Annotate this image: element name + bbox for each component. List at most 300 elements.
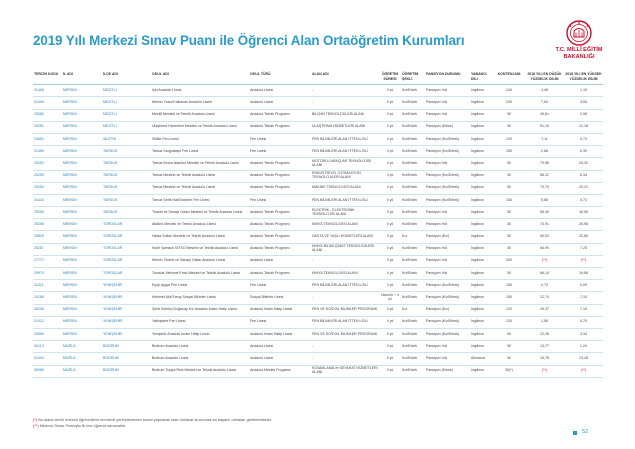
cell-school: Atatürk Mesleki ve Teknik Anadolu Lisesi: [151, 219, 249, 231]
cell-min: 79,96: [525, 158, 564, 170]
cell-type: Fen Lisesi: [249, 146, 311, 158]
cell-field: FEN BİLİMLERİ ALAN İTTEN LİSLİ: [311, 280, 379, 292]
table-header-row: [33, 72, 603, 85]
cell-quota: 240: [493, 85, 525, 97]
cell-district: YENİŞEHİR: [102, 328, 151, 340]
cell-form: Kız/Erkek: [401, 365, 425, 377]
cell-district: TOROSLAR: [102, 255, 151, 267]
cell-quota: 30: [493, 268, 525, 280]
cell-dorm: Pansiyon Yok: [425, 219, 470, 231]
cell-field: -: [311, 85, 379, 97]
cell-school: Tarsus Mesleki ve Teknik Anadolu Lisesi: [151, 182, 249, 194]
cell-school: Eyüp Aygar Fen Lisesi: [151, 280, 249, 292]
cell-lang: İngilizce: [470, 109, 493, 121]
cell-max: 0,74: [564, 316, 603, 328]
table-row: [33, 219, 603, 231]
cell-code: 27777: [33, 255, 62, 267]
cell-school: Mersin Ticaret ve Sanayi Odası Anadolu Lisesi: [151, 255, 249, 267]
cell-duration: 4 yıl: [379, 280, 401, 292]
cell-duration: 4 yıl: [379, 243, 401, 255]
cell-city: MERSİN: [62, 255, 102, 267]
cell-quota: 30: [493, 231, 525, 243]
cell-duration: 4 yıl: [379, 194, 401, 206]
cell-school: İçel Anadolu Lisesi: [151, 85, 249, 97]
cell-district: TOROSLAR: [102, 231, 151, 243]
cell-duration: 4 yıl: [379, 231, 401, 243]
cell-lang: İngilizce: [470, 268, 493, 280]
cell-code: 25252: [33, 158, 62, 170]
cell-school: Bodrum Turgut Reis Mesleki ve Teknik Anadolu Lisesi: [151, 365, 249, 377]
cell-min: 1,58: [525, 316, 564, 328]
table-row: [33, 194, 603, 206]
school-table-container: [33, 72, 603, 378]
cell-duration: 4 yıl: [379, 365, 401, 377]
cell-district: MEZİTLİ: [102, 85, 151, 97]
cell-dorm: Pansiyon (Kız/Erkek): [425, 280, 470, 292]
table-row: [33, 243, 603, 255]
cell-form: Kız: [401, 231, 425, 243]
cell-type: Anadolu Teknik Programı: [249, 231, 311, 243]
cell-min: 12,36: [525, 328, 564, 340]
cell-lang: İngilizce: [470, 182, 493, 194]
cell-school: Tarsus Borsa İstanbul Mesleki ve Teknik Anadolu Lisesi: [151, 158, 249, 170]
column-header-city: İL ADI: [62, 72, 102, 85]
cell-dorm: Pansiyon Yok: [425, 158, 470, 170]
cell-city: MUĞLA: [62, 341, 102, 353]
cell-form: Kız/Erkek: [401, 292, 425, 304]
cell-district: TARSUS: [102, 207, 151, 219]
cell-field: BİLİŞİM TEKNOLOJİLERİ ALANI: [311, 109, 379, 121]
cell-min: 66,14: [525, 268, 564, 280]
cell-duration: 4 yıl: [379, 304, 401, 316]
cell-dorm: Pansiyon Yok: [425, 243, 470, 255]
cell-city: MERSİN: [62, 219, 102, 231]
cell-city: MERSİN: [62, 109, 102, 121]
table-row: [33, 353, 603, 365]
cell-school: Ticaret ve Sanayi Odası Mesleki ve Teknik Anadolu Lisesi: [151, 207, 249, 219]
cell-dorm: Pansiyon (Kız/Erkek): [425, 316, 470, 328]
cell-field: MOTORLU ARAÇLAR TEKNOLOJİSİ ALANI: [311, 158, 379, 170]
cell-max: 13,28: [564, 353, 603, 365]
cell-dorm: Pansiyon Yok: [425, 97, 470, 109]
cell-form: Kız/Erkek: [401, 219, 425, 231]
cell-type: Anadolu Teknik Programı: [249, 121, 311, 133]
cell-code: 25970: [33, 268, 62, 280]
cell-min: 0,73: [525, 280, 564, 292]
cell-code: 35989: [33, 365, 62, 377]
cell-max: 1,24: [564, 341, 603, 353]
cell-school: Mehmet Akif Ersoy Sosyal Bilimler Lisesi: [151, 292, 249, 304]
column-header-dorm: PANSİYON DURUMU: [425, 72, 470, 85]
cell-min: 50,52: [525, 231, 564, 243]
cell-max: (**): [564, 365, 603, 377]
cell-max: 26,98: [564, 219, 603, 231]
cell-code: 25257: [33, 243, 62, 255]
cell-district: BODRUM: [102, 365, 151, 377]
cell-city: MERSİN: [62, 243, 102, 255]
cell-school: Tarsus Mesleki ve Teknik Anadolu Lisesi: [151, 170, 249, 182]
cell-district: TARSUS: [102, 146, 151, 158]
cell-code: 25255: [33, 207, 62, 219]
cell-min: 51,15: [525, 121, 564, 133]
cell-field: FEN BİLİMLERİ ALAN İTTEN LİSLİ: [311, 316, 379, 328]
cell-code: 25825: [33, 231, 62, 243]
cell-school: Hafsa Sultan Mesleki ve Teknik Anadolu Lisesi: [151, 231, 249, 243]
cell-school: Bodrum Anadolu Lisesi: [151, 341, 249, 353]
cell-city: MERSİN: [62, 304, 102, 316]
cell-type: Sosyal Bilimler Lisesi: [249, 292, 311, 304]
cell-form: Kız/Erkek: [401, 243, 425, 255]
column-header-code: TERCİH KODU: [33, 72, 62, 85]
table-row: [33, 304, 603, 316]
cell-min: 7,63: [525, 97, 564, 109]
cell-duration: 4 yıl: [379, 182, 401, 194]
cell-school: Silifke Fen Lisesi: [151, 133, 249, 145]
column-header-quota: KONTENJANI: [493, 72, 525, 85]
cell-duration: Hazırlık + 4 yıl: [379, 292, 401, 304]
cell-field: -: [311, 255, 379, 267]
cell-lang: İngilizce: [470, 280, 493, 292]
cell-form: Kız/Erkek: [401, 158, 425, 170]
logo-line-2: BAKANLIĞI: [563, 54, 595, 61]
cell-quota: 30: [493, 158, 525, 170]
cell-quota: 90: [493, 328, 525, 340]
cell-type: Anadolu Teknik Programı: [249, 109, 311, 121]
school-table: [33, 72, 603, 378]
cell-district: YENİŞEHİR: [102, 304, 151, 316]
cell-code: 25253: [33, 170, 62, 182]
cell-min: 26,37: [525, 304, 564, 316]
cell-dorm: Pansiyon (Kız/Erkek): [425, 292, 470, 304]
cell-field: KONAKLAMA ve SEYAHAT HİZMETLERİ ALANI: [311, 365, 379, 377]
cell-code: 31411: [33, 280, 62, 292]
cell-field: MAKİNE TEKNOLOJİSİ ALANI: [311, 182, 379, 194]
cell-code: 25251: [33, 121, 62, 133]
cell-district: MEZİTLİ: [102, 109, 151, 121]
footnote-1-mark: (*): [33, 417, 38, 422]
cell-code: 31410: [33, 194, 62, 206]
cell-field: -: [311, 292, 379, 304]
cell-duration: 4 yıl: [379, 207, 401, 219]
cell-code: 31404: [33, 353, 62, 365]
cell-max: 3,08: [564, 97, 603, 109]
cell-city: MERSİN: [62, 292, 102, 304]
table-row: [33, 182, 603, 194]
cell-form: Kız/Erkek: [401, 316, 425, 328]
table-row: [33, 121, 603, 133]
cell-min: 74,91: [525, 219, 564, 231]
cell-code: 24165: [33, 292, 62, 304]
cell-form: Kız/Erkek: [401, 182, 425, 194]
cell-lang: İngilizce: [470, 231, 493, 243]
cell-duration: 4 yıl: [379, 353, 401, 365]
cell-dorm: Pansiyon (Kız/Erkek): [425, 182, 470, 194]
cell-dorm: Pansiyon (Kız): [425, 304, 470, 316]
column-header-max: 2018 YILI EN YÜKSEK YÜZDELİK DİLİM: [564, 72, 603, 85]
cell-max: 0,72: [564, 194, 603, 206]
cell-type: Anadolu Teknik Programı: [249, 182, 311, 194]
cell-max: 7,10: [564, 292, 603, 304]
cell-lang: İngilizce: [470, 255, 493, 267]
cell-quota: 120: [493, 133, 525, 145]
cell-school: Mezitli Mesleki ve Teknik Anadolu Lisesi: [151, 109, 249, 121]
cell-min: 5,65: [525, 194, 564, 206]
cell-duration: 4 yıl: [379, 255, 401, 267]
cell-city: MERSİN: [62, 182, 102, 194]
cell-type: Anadolu Lisesi: [249, 341, 311, 353]
cell-max: (**): [564, 255, 603, 267]
footnotes: [33, 417, 272, 429]
cell-dorm: Pansiyon (Erkek): [425, 121, 470, 133]
cell-field: -: [311, 97, 379, 109]
table-body: [33, 85, 603, 378]
cell-code: 24652: [33, 133, 62, 145]
cell-field: FEN BİLİMLERİ ALAN İTTEN LİSLİ: [311, 146, 379, 158]
cell-code: 25250: [33, 109, 62, 121]
footnote-2-mark: (**): [33, 423, 39, 428]
cell-duration: 4 yıl: [379, 268, 401, 280]
table-row: [33, 158, 603, 170]
cell-dorm: Pansiyon Yok: [425, 341, 470, 353]
cell-form: Kız/Erkek: [401, 328, 425, 340]
cell-field: FEN BİLİMLERİ ALAN İTTEN LİSLİ: [311, 133, 379, 145]
cell-min: 2,66: [525, 146, 564, 158]
cell-city: MERSİN: [62, 268, 102, 280]
cell-min: 4,48: [525, 85, 564, 97]
cell-code: 25559: [33, 328, 62, 340]
cell-type: Anadolu İmam Hatip Lisesi: [249, 328, 311, 340]
cell-city: MERSİN: [62, 280, 102, 292]
cell-city: MERSİN: [62, 146, 102, 158]
cell-city: MERSİN: [62, 133, 102, 145]
cell-type: Anadolu Lisesi: [249, 255, 311, 267]
cell-dorm: Pansiyon (Kız/Erkek): [425, 194, 470, 206]
column-header-duration: ÖĞRETİM SÜRESİ: [379, 72, 401, 85]
cell-duration: 4 yıl: [379, 97, 401, 109]
cell-min: 13,77: [525, 341, 564, 353]
cell-quota: 30: [493, 353, 525, 365]
ministry-logo: [545, 20, 613, 64]
cell-district: BODRUM: [102, 341, 151, 353]
cell-code: 31408: [33, 85, 62, 97]
ministry-emblem-icon: [565, 20, 593, 46]
cell-dorm: Pansiyon (Kız/Erkek): [425, 146, 470, 158]
cell-code: 31409: [33, 97, 62, 109]
cell-duration: 4 yıl: [379, 85, 401, 97]
cell-district: TOROSLAR: [102, 243, 151, 255]
cell-duration: 4 yıl: [379, 316, 401, 328]
cell-district: MEZİTLİ: [102, 97, 151, 109]
cell-district: BODRUM: [102, 353, 151, 365]
table-row: [33, 268, 603, 280]
column-header-district: İLÇE ADI: [102, 72, 151, 85]
footnote-1-text: Bu alana tercih edecek öğrencilerin mevsimli yerleştirmeden sonra yapılacak olan mülakat sınavında da başarılı olmaları gerekmektedir.: [38, 417, 272, 422]
cell-quota: 150: [493, 146, 525, 158]
cell-school: Bodrum Anadolu Lisesi: [151, 353, 249, 365]
column-header-min: 2018 YILI EN DÜŞÜK YÜZDELİK DİLİM: [525, 72, 564, 85]
cell-school: Yenişehir Anadolu İmam Hatip Lisesi: [151, 328, 249, 340]
cell-max: 7,25: [564, 243, 603, 255]
cell-duration: 4 yıl: [379, 158, 401, 170]
cell-district: TARSUS: [102, 194, 151, 206]
cell-quota: 30: [493, 182, 525, 194]
cell-type: Fen Lisesi: [249, 194, 311, 206]
cell-lang: İngilizce: [470, 243, 493, 255]
cell-lang: İngilizce: [470, 304, 493, 316]
cell-type: Anadolu Teknik Programı: [249, 219, 311, 231]
cell-district: YENİŞEHİR: [102, 292, 151, 304]
cell-quota: 30: [493, 121, 525, 133]
cell-district: YENİŞEHİR: [102, 280, 151, 292]
cell-form: Kız/Erkek: [401, 255, 425, 267]
cell-quota: 150: [493, 194, 525, 206]
cell-quota: 30: [493, 109, 525, 121]
cell-min: 7,11: [525, 133, 564, 145]
column-header-school: OKUL ADI: [151, 72, 249, 85]
table-row: [33, 328, 603, 340]
cell-form: Kız/Erkek: [401, 121, 425, 133]
table-row: [33, 133, 603, 145]
cell-type: Anadolu Teknik Programı: [249, 243, 311, 255]
column-header-lang: YABANCI DİLİ: [470, 72, 493, 85]
cell-max: 16,96: [564, 207, 603, 219]
table-row: [33, 316, 603, 328]
cell-max: 3,34: [564, 328, 603, 340]
cell-city: MERSİN: [62, 316, 102, 328]
cell-max: 20,21: [564, 182, 603, 194]
footnote-2-text: Merkezi Sınav Puanıyla ilk kez öğrenci alınacaktır.: [39, 423, 127, 428]
cell-code: 31412: [33, 316, 62, 328]
cell-type: Anadolu İmam Hatip Lisesi: [249, 304, 311, 316]
cell-max: 0,09: [564, 280, 603, 292]
cell-district: TARSUS: [102, 182, 151, 194]
cell-city: MERSİN: [62, 231, 102, 243]
cell-duration: 4 yıl: [379, 121, 401, 133]
cell-lang: İngilizce: [470, 328, 493, 340]
cell-school: Toroslar Mehmet Emin Mesleki ve Teknik Anadolu Lisesi: [151, 268, 249, 280]
logo-line-1: T.C. MİLLÎ EĞİTİM: [555, 47, 603, 53]
cell-quota: 30(*): [493, 365, 525, 377]
cell-school: Tarsus Sargılalaye Fen Lisesi: [151, 146, 249, 158]
cell-quota: 150: [493, 280, 525, 292]
cell-school: Yatkışkent Fen Lisesi: [151, 316, 249, 328]
cell-field: KİMYA TEKNOLOJİSİ ALANI: [311, 219, 379, 231]
cell-dorm: Pansiyon Yok: [425, 268, 470, 280]
table-row: [33, 207, 603, 219]
cell-form: Kız/Erkek: [401, 268, 425, 280]
cell-min: 45,61: [525, 109, 564, 121]
cell-min: 84,99: [525, 243, 564, 255]
column-header-field: ALAN ADI: [311, 72, 379, 85]
column-header-form: ÖĞRETİM ŞEKLİ: [401, 72, 425, 85]
cell-quota: 30: [493, 219, 525, 231]
cell-field: KİMYA BİLİMİ ÇİMAT TEKNOLOJİLERİ ALANI: [311, 243, 379, 255]
footnote-2: [33, 423, 272, 429]
cell-field: ENDÜSTRİYEL OTOMASYON TEKNOLOJİLERİ ALANI: [311, 170, 379, 182]
cell-min: 12,74: [525, 292, 564, 304]
cell-school: Şehit Külekçi Doğanay Kız Anadolu İmam Hatip Lisesi: [151, 304, 249, 316]
cell-lang: İngilizce: [470, 158, 493, 170]
cell-type: Anadolu Lisesi: [249, 97, 311, 109]
cell-form: Kız/Erkek: [401, 194, 425, 206]
cell-type: Fen Lisesi: [249, 133, 311, 145]
cell-district: TOROSLAR: [102, 219, 151, 231]
cell-form: Kız/Erkek: [401, 109, 425, 121]
cell-min: 15,78: [525, 353, 564, 365]
cell-city: MUĞLA: [62, 353, 102, 365]
table-row: [33, 170, 603, 182]
cell-quota: 150: [493, 292, 525, 304]
table-row: [33, 109, 603, 121]
cell-min: 73,74: [525, 182, 564, 194]
cell-type: Anadolu Lisesi: [249, 85, 311, 97]
cell-school: Ulaştırma Hizmetleri Mesleki ve Teknik Anadolu Lisesi: [151, 121, 249, 133]
cell-district: MEZİTLİ: [102, 121, 151, 133]
cell-form: Kız/Erkek: [401, 133, 425, 145]
table-row: [33, 97, 603, 109]
cell-field: ULAŞTIRMA HİZMETLERİ ALANI: [311, 121, 379, 133]
cell-max: 2,98: [564, 109, 603, 121]
cell-code: 28236: [33, 304, 62, 316]
cell-dorm: Pansiyon Yok: [425, 255, 470, 267]
table-row: [33, 292, 603, 304]
cell-lang: İngilizce: [470, 207, 493, 219]
cell-dorm: Pansiyon (Erkek): [425, 365, 470, 377]
cell-quota: 120: [493, 304, 525, 316]
cell-school: Kadri Şamsun MTSO Mesleki ve Teknik Anadolu Lisesi: [151, 243, 249, 255]
cell-max: 26,32: [564, 158, 603, 170]
cell-lang: İngilizce: [470, 292, 493, 304]
cell-form: Kız/Erkek: [401, 280, 425, 292]
cell-dorm: Pansiyon (Kız/Erkek): [425, 328, 470, 340]
cell-min: 58,40: [525, 207, 564, 219]
cell-dorm: Pansiyon Yok: [425, 109, 470, 121]
cell-city: MERSİN: [62, 207, 102, 219]
cell-form: Kız/Erkek: [401, 207, 425, 219]
cell-quota: 300: [493, 255, 525, 267]
cell-city: MERSİN: [62, 85, 102, 97]
cell-city: MERSİN: [62, 328, 102, 340]
cell-lang: İngilizce: [470, 316, 493, 328]
cell-form: Kız/Erkek: [401, 85, 425, 97]
cell-max: 19,68: [564, 268, 603, 280]
cell-field: ELEKTRİK - ELEKTRONİK TEKNOLOJİSİ ALANI: [311, 207, 379, 219]
cell-lang: İngilizce: [470, 170, 493, 182]
cell-district: TARSUS: [102, 170, 151, 182]
cell-city: MERSİN: [62, 158, 102, 170]
table-row: [33, 85, 603, 97]
cell-quota: 30: [493, 170, 525, 182]
cell-type: Anadolu Teknik Programı: [249, 268, 311, 280]
table-row: [33, 146, 603, 158]
cell-max: 0,39: [564, 146, 603, 158]
cell-field: FEN VE SOSYAL BİLİMLER PROGRAMI: [311, 304, 379, 316]
cell-lang: İngilizce: [470, 219, 493, 231]
cell-min: (**): [525, 365, 564, 377]
table-row: [33, 341, 603, 353]
cell-dorm: Pansiyon Yok: [425, 207, 470, 219]
cell-type: Anadolu Teknik Programı: [249, 158, 311, 170]
cell-field: FEN VE SOSYAL BİLİMLER PROGRAMI: [311, 328, 379, 340]
cell-max: 20,85: [564, 231, 603, 243]
cell-quota: 240: [493, 97, 525, 109]
table-row: [33, 231, 603, 243]
cell-max: 1,16: [564, 85, 603, 97]
cell-duration: 4 yıl: [379, 328, 401, 340]
cell-lang: İngilizce: [470, 194, 493, 206]
cell-min: 58,22: [525, 170, 564, 182]
cell-lang: İngilizce: [470, 341, 493, 353]
